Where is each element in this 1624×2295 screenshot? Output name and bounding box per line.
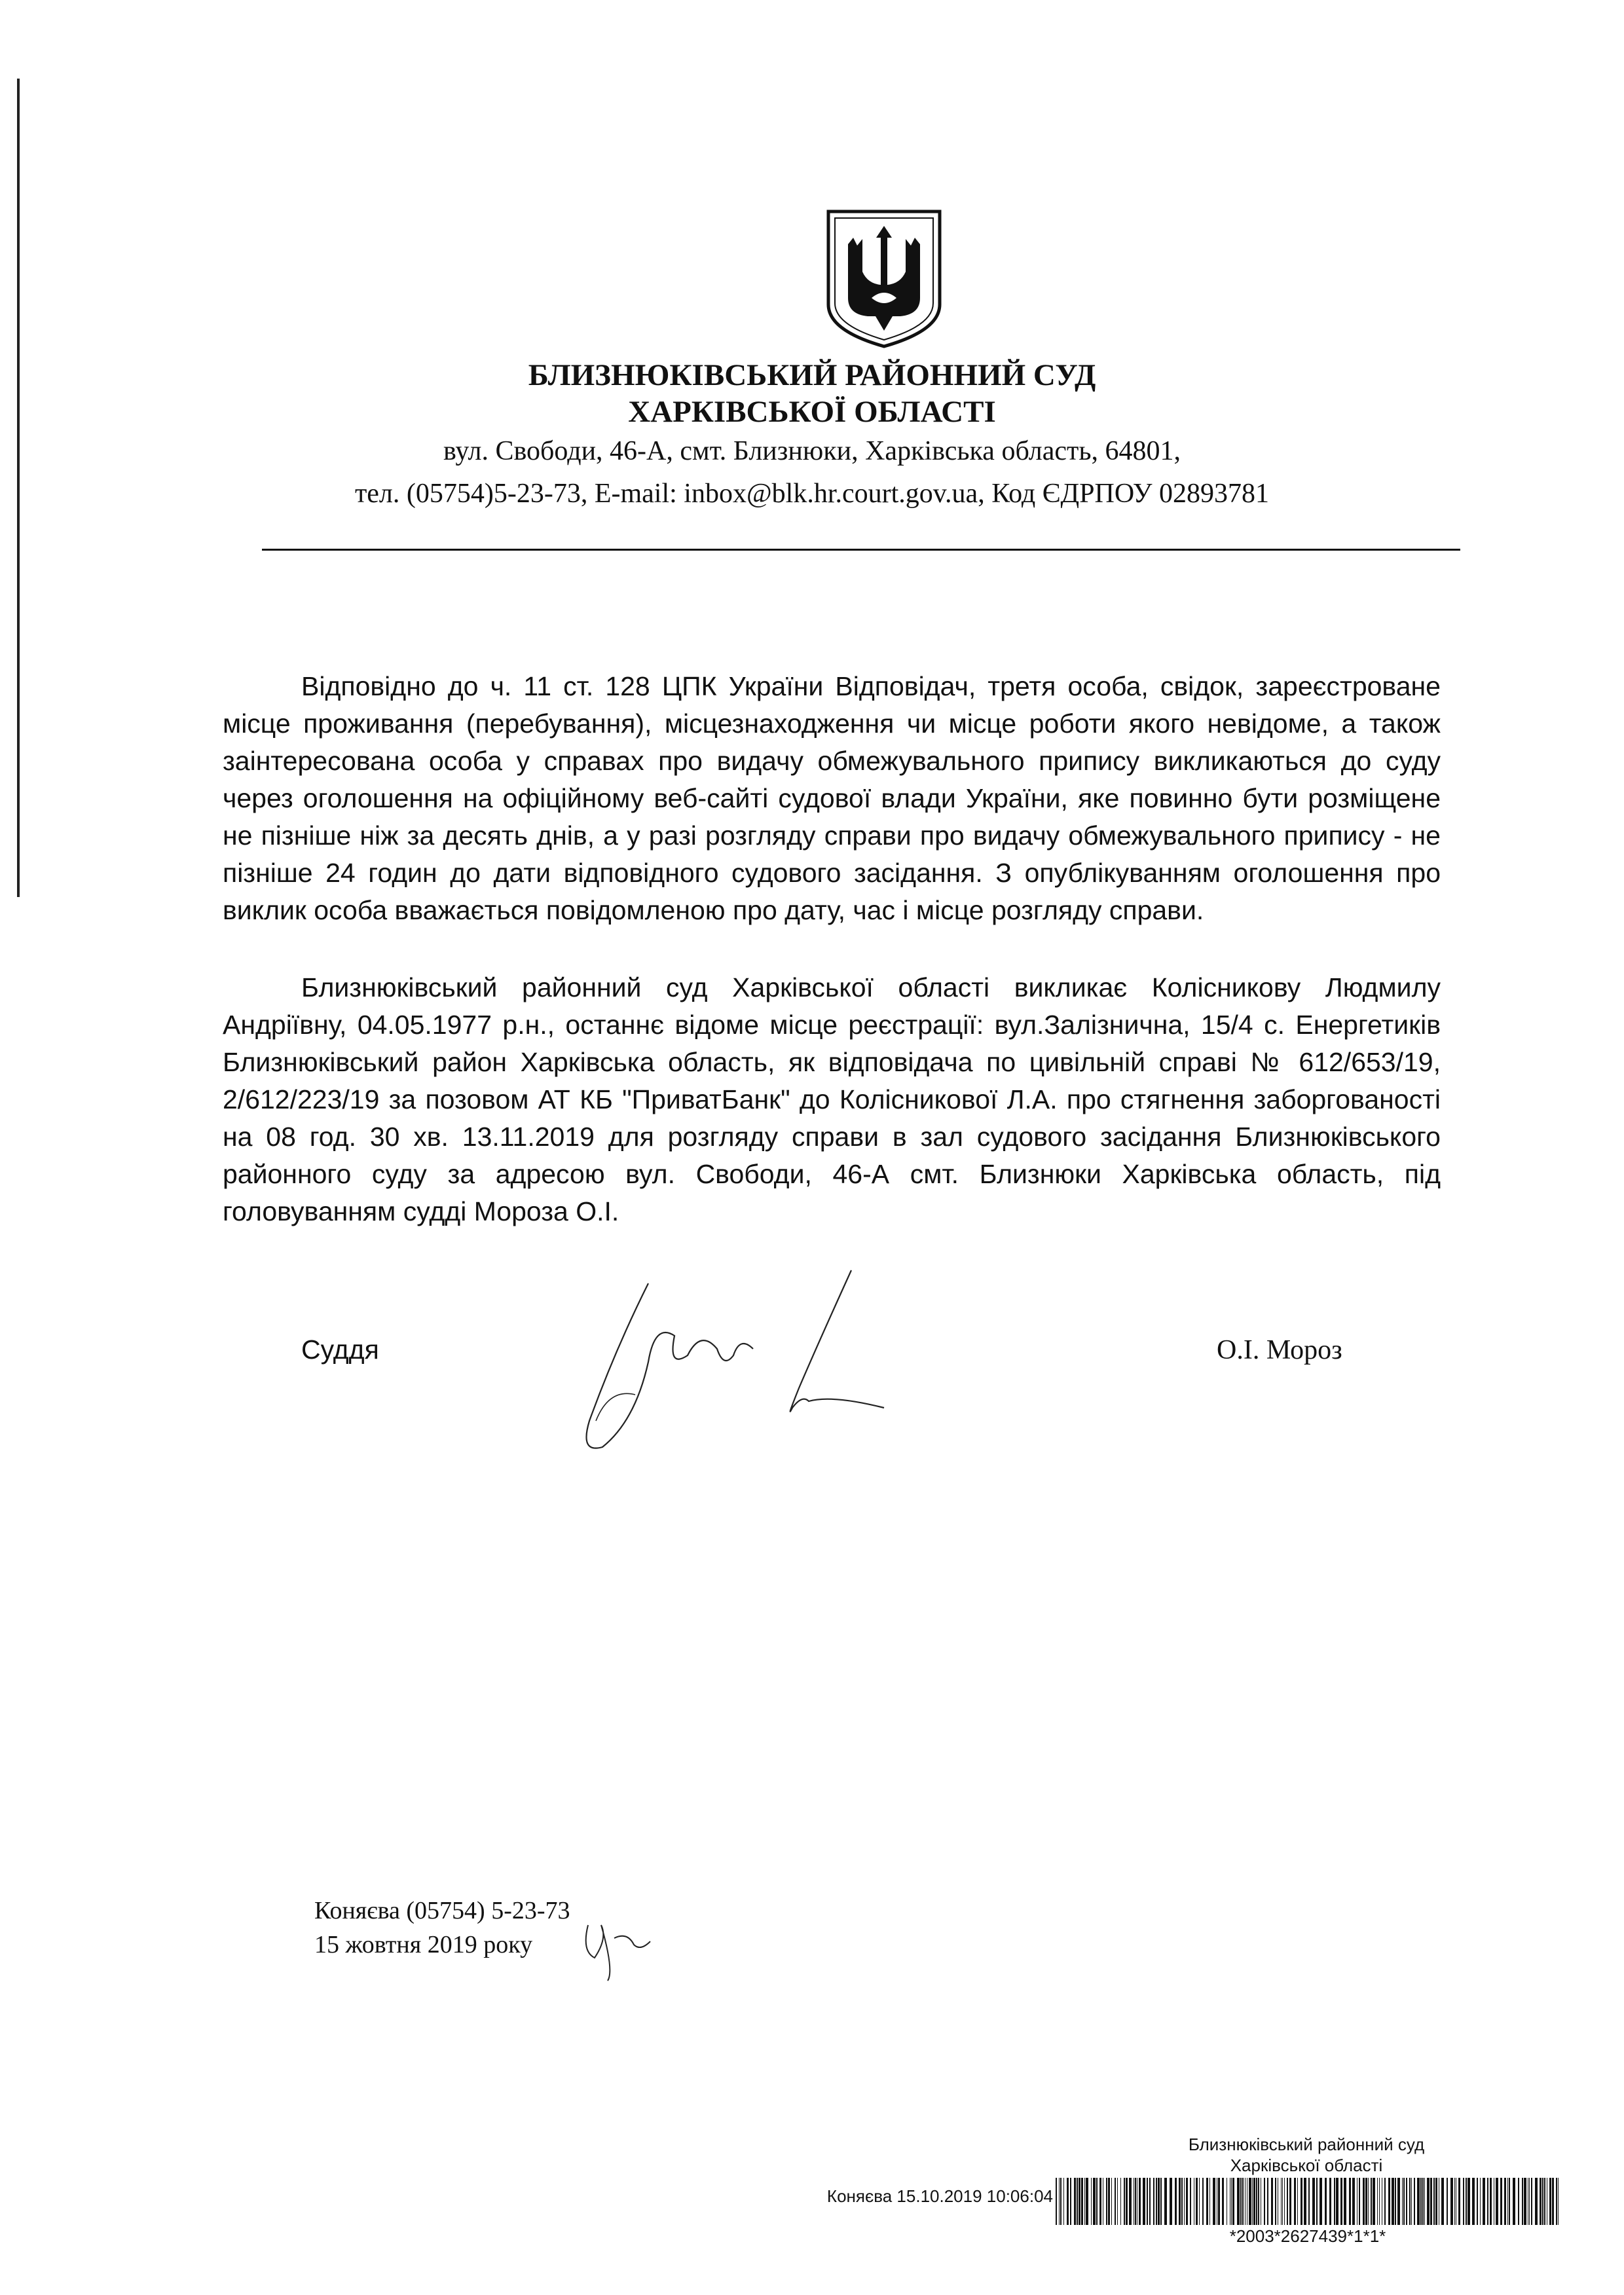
court-name-line2: ХАРКІВСЬКОЇ ОБЛАСТІ xyxy=(628,395,996,429)
registry-datetime: Коняєва 15.10.2019 10:06:04 xyxy=(826,2186,1053,2206)
judge-role-label: Суддя xyxy=(301,1334,379,1365)
judge-signature xyxy=(576,1257,917,1493)
summons-paragraph: Близнюківський районний суд Харківської області викликає Колісникову Людмилу Андріївну, 04.05.1977 р.н., останнє відоме місце реєстрації: вул.Залізнична, 15/4 с. Енергетиків Близнюківський район Харківська область, як відповідача по цивільній справі № 612/653/19, 2/612/223/19 за позовом АТ КБ "ПриватБанк" до Колісникової Л.А. про стягнення заборгованості на 08 год. 30 хв. 13.11.2019 для розгляду справи в зал судового засідання Близнюківського районного суду за адресою вул. Свободи, 46-А смт. Близнюки Харківська область, під головуванням судді Мороза О.І. xyxy=(223,972,1441,1226)
legal-basis-paragraph: Відповідно до ч. 11 ст. 128 ЦПК України Відповідач, третя особа, свідок, зареєстроване місце проживання (перебування), місцезнаходження чи місце роботи якого невідоме, а також заінтересована особа у справах про видачу обмежувального припису викликаються до суду через оголошення на офіційному веб-сайті судової влади України, яке повинно бути розміщене не пізніше ніж за десять днів, а у разі розгляду справи про видачу обмежувального припису - не пізніше 24 годин до дати відповідного судового засідання. З опублікуванням оголошення про виклик особа вважається повідомленою про дату, час і місце розгляду справи. xyxy=(223,671,1441,925)
document-date: 15 жовтня 2019 року xyxy=(314,1931,533,1958)
court-contacts: тел. (05754)5-23-73, E-mail: inbox@blk.hr.court.gov.ua, Код ЄДРПОУ 02893781 xyxy=(354,479,1270,509)
court-name-line1: БЛИЗНЮКІВСЬКИЙ РАЙОННИЙ СУД xyxy=(528,358,1096,392)
registry-court-name: Близнюківський районний суд xyxy=(1188,2135,1425,2154)
registry-barcode xyxy=(1056,2178,1560,2225)
trident-coat-of-arms-icon xyxy=(822,206,946,350)
barcode-number: *2003*2627439*1*1* xyxy=(1229,2226,1386,2246)
court-address: вул. Свободи, 46-А, смт. Близнюки, Харківська область, 64801, xyxy=(443,436,1181,466)
executor-contact: Коняєва (05754) 5-23-73 xyxy=(314,1897,570,1924)
header-divider xyxy=(262,549,1460,551)
scan-edge-line xyxy=(17,79,20,897)
judge-name: О.І. Мороз xyxy=(1217,1335,1342,1365)
executor-initials-signature xyxy=(575,1912,654,1984)
registry-court-region: Харківської області xyxy=(1230,2156,1383,2175)
